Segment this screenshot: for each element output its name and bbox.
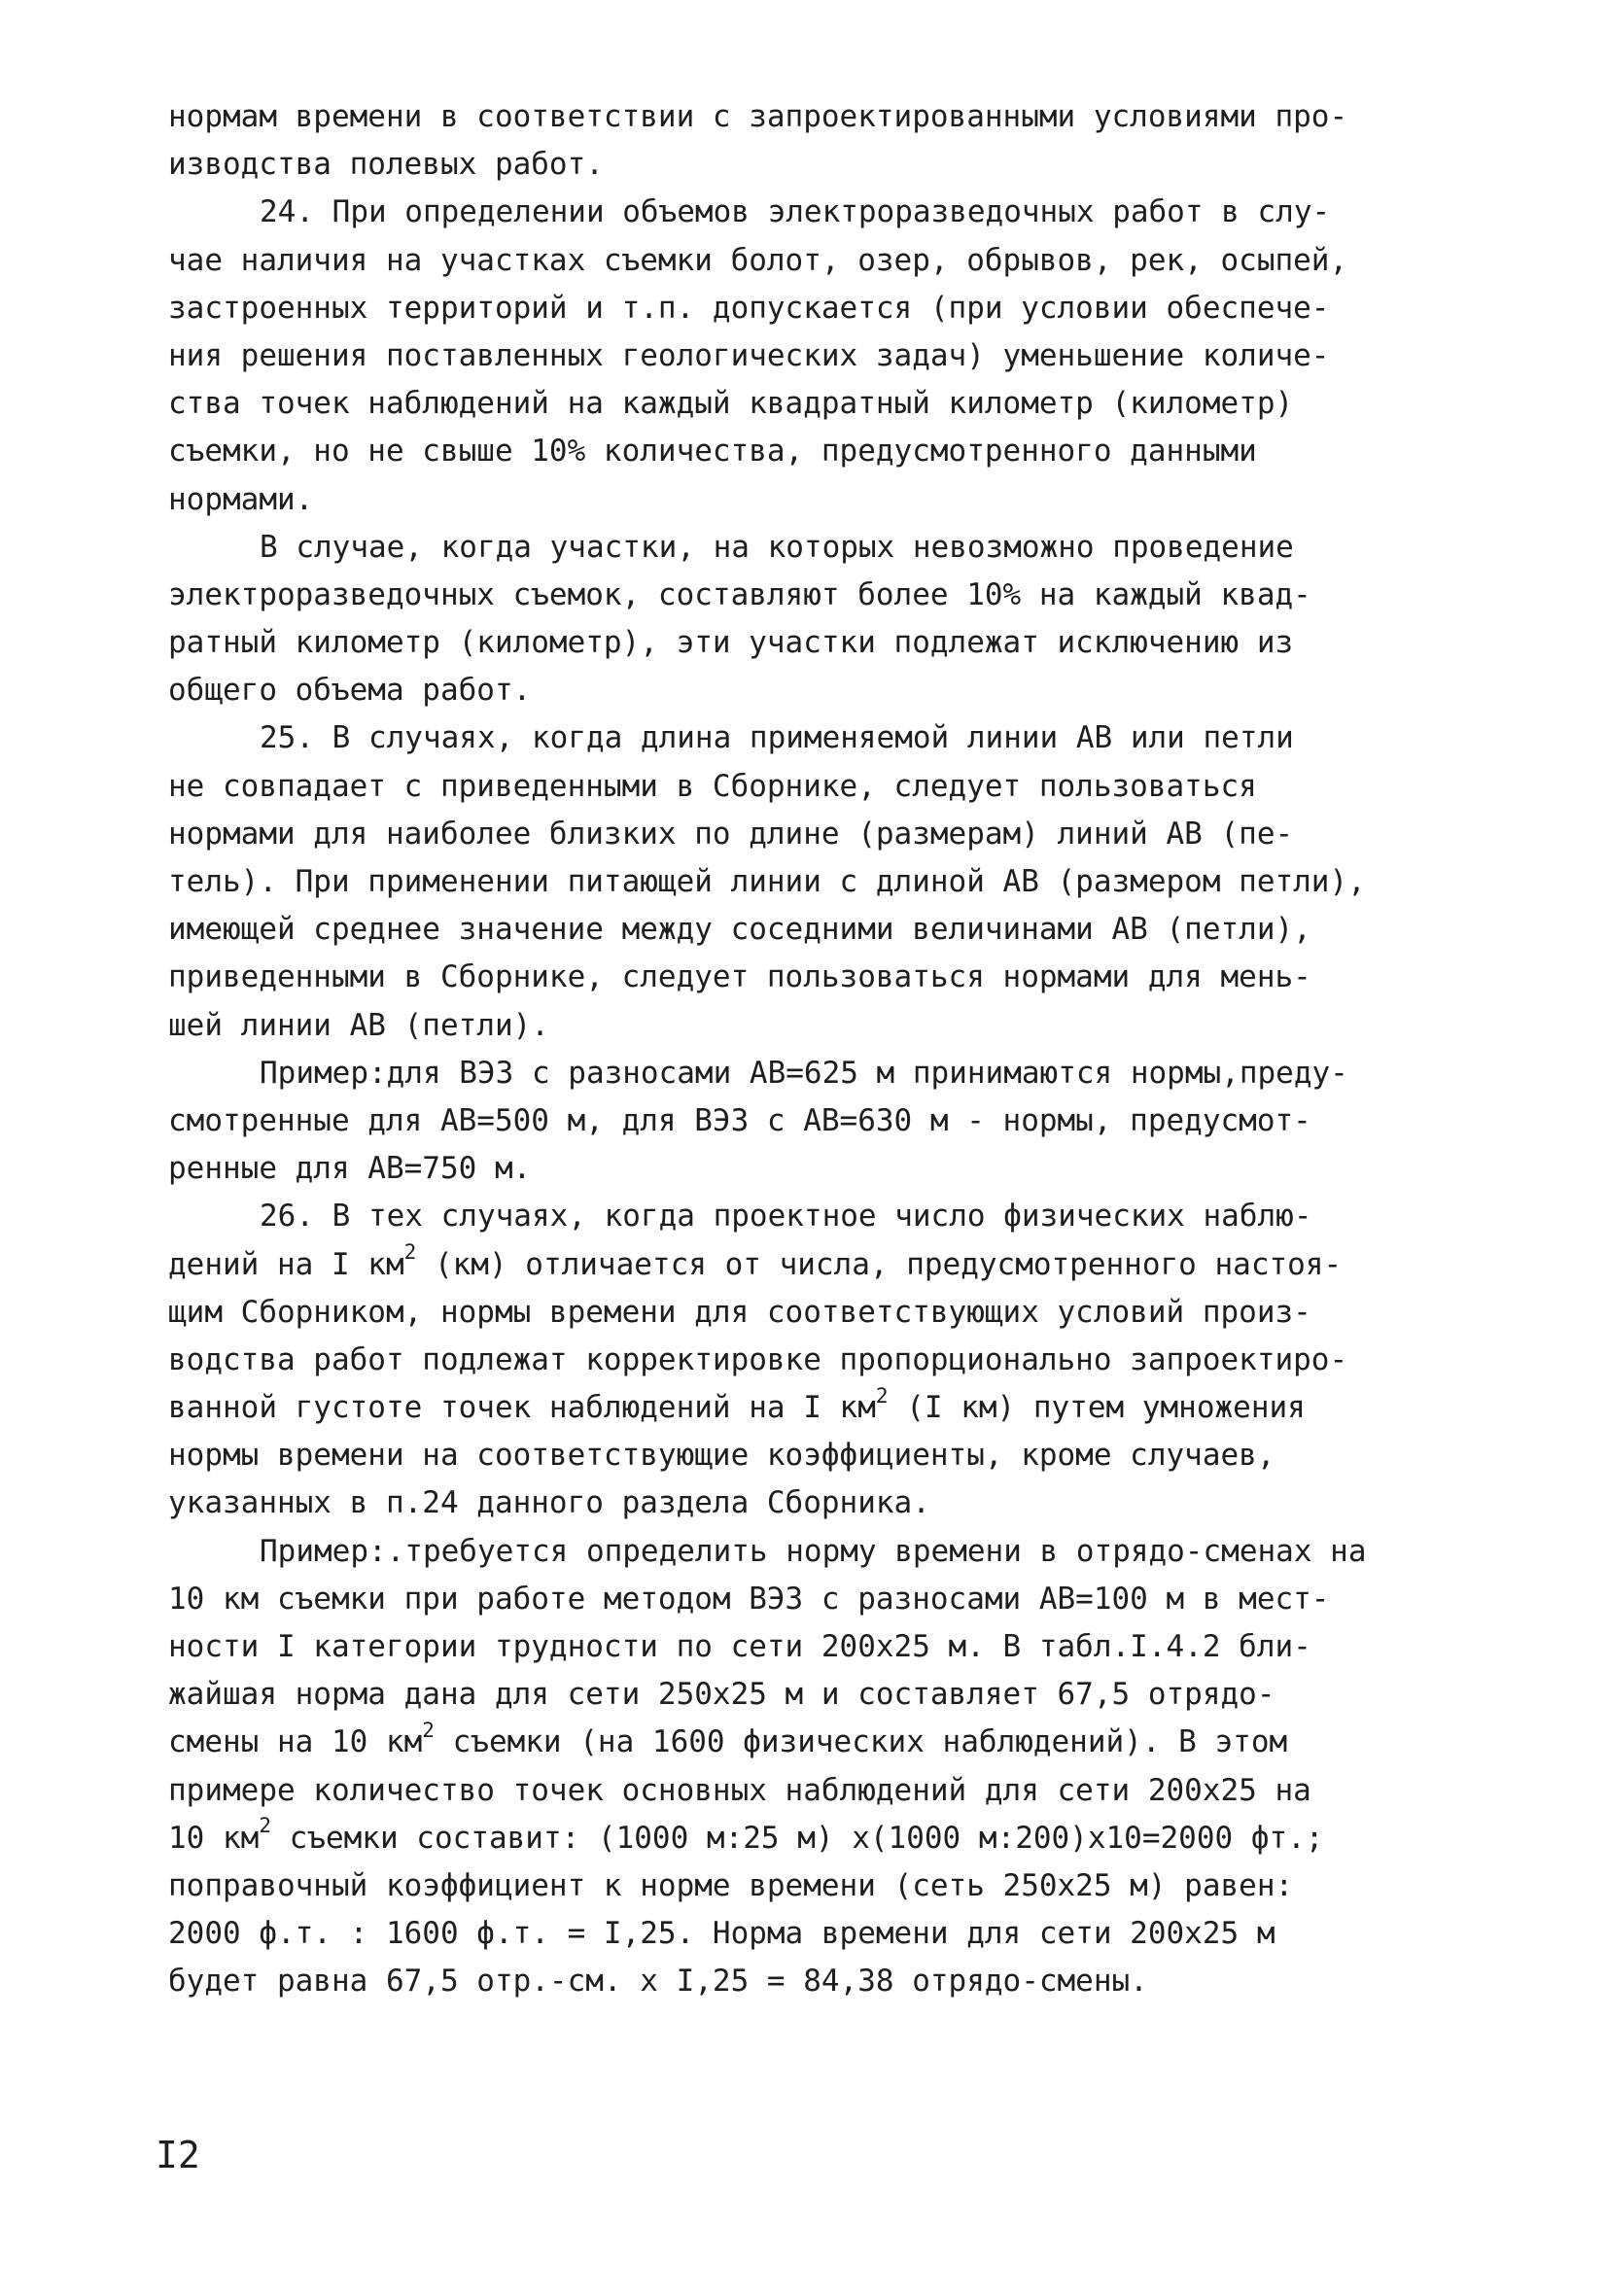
text-line: 25. В случаях, когда длина применяемой линии АВ или петли	[260, 720, 1294, 756]
text-line: не совпадает с приведенными в Сборнике, следует пользоваться	[168, 768, 1257, 804]
superscript: 2	[422, 1719, 435, 1743]
text-line: 26. В тех случаях, когда проектное число физических наблю-	[260, 1199, 1312, 1235]
text-line: щим Сборником, нормы времени для соответствующих условий произ-	[168, 1294, 1311, 1330]
text-line: 10 $км^2$ съемки составит: (1000 м:25 м) х(1000 м:200)х10=2000 фт.;	[168, 1814, 1324, 1856]
superscript: 2	[403, 1240, 417, 1265]
text-line: нормы времени на соответствующие коэффициенты, кроме случаев,	[168, 1438, 1275, 1474]
text-line: ванной густоте точек наблюдений на I $км^2$ (I км) путем умножения	[168, 1383, 1306, 1426]
text-line: ратный километр (километр), эти участки подлежат исключению из	[168, 625, 1294, 661]
text-line: 24. При определении объемов электроразведочных работ в слу-	[260, 194, 1331, 230]
superscript: 2	[259, 1814, 271, 1838]
text-line: ния решения поставленных геологических задач) уменьшение количе-	[168, 337, 1330, 373]
text-line: ренные для АВ=750 м.	[168, 1151, 532, 1187]
text-line: нормами.	[168, 481, 314, 517]
text-line: Пример:.требуется определить норму времени в отрядо-сменах на	[260, 1533, 1367, 1569]
text-line: нормами для наиболее близких по длине (размерам) линий АВ (пе-	[168, 816, 1294, 852]
text-line: дений на I $км^2$ (км) отличается от числа, предусмотренного настоя-	[168, 1240, 1343, 1282]
text-line: чае наличия на участках съемки болот, озер, обрывов, рек, осыпей,	[168, 242, 1348, 278]
text-line: съемки, но не свыше 10% количества, предусмотренного данными	[168, 434, 1257, 470]
text-line: общего объема работ.	[168, 673, 532, 709]
text-line: Пример:для ВЭЗ с разносами АВ=625 м принимаются нормы,преду-	[260, 1055, 1348, 1091]
text-line: указанных в п.24 данного раздела Сборника.	[168, 1485, 930, 1521]
text-line: нормам времени в соответствии с запроектированными условиями про-	[168, 99, 1348, 134]
text-line: изводства полевых работ.	[168, 147, 604, 183]
text-line: 10 км съемки при работе методом ВЭЗ с разносами АВ=100 м в мест-	[168, 1581, 1330, 1617]
text-line: ности I категории трудности по сети 200х25 м. В табл.I.4.2 бли-	[168, 1629, 1311, 1664]
text-line: смены на 10 $км^2$ съемки (на 1600 физических наблюдений). В этом	[168, 1719, 1288, 1760]
text-line: водства работ подлежат корректировке пропорционально запроектиро-	[168, 1341, 1348, 1377]
body-text	[168, 93, 1481, 2006]
text-line: шей линии АВ (петли).	[168, 1007, 549, 1043]
text-line: тель). При применении питающей линии с длиной АВ (размером петли),	[168, 864, 1366, 899]
text-line: жайшая норма дана для сети 250х25 м и составляет 67,5 отрядо-	[168, 1677, 1275, 1713]
text-line: 2000 ф.т. : 1600 ф.т. = I,25. Норма времени для сети 200х25 м	[168, 1916, 1275, 1952]
text-line: В случае, когда участки, на которых невозможно проведение	[260, 529, 1294, 565]
text-line: будет равна 67,5 отр.-см. х I,25 = 84,38 отрядо-смены.	[168, 1964, 1148, 2000]
superscript: 2	[875, 1383, 889, 1408]
text-line: примере количество точек основных наблюдений для сети 200х25 на	[168, 1772, 1311, 1808]
text-line: поправочный коэффициент к норме времени (сеть 250х25 м) равен:	[168, 1867, 1294, 1903]
text-line: электроразведочных съемок, составляют более 10% на каждый квад-	[168, 576, 1311, 612]
text-line: застроенных территорий и т.п. допускается (при условии обеспече-	[168, 290, 1330, 326]
text-line: смотренные для АВ=500 м, для ВЭЗ с АВ=630 м - нормы, предусмот-	[168, 1102, 1311, 1138]
text-line: имеющей среднее значение между соседними величинами АВ (петли),	[168, 912, 1311, 948]
text-line: ства точек наблюдений на каждый квадратный километр (километр)	[168, 386, 1294, 422]
text-line: приведенными в Сборнике, следует пользоваться нормами для мень-	[168, 959, 1311, 995]
page-number: I2	[156, 2134, 200, 2176]
